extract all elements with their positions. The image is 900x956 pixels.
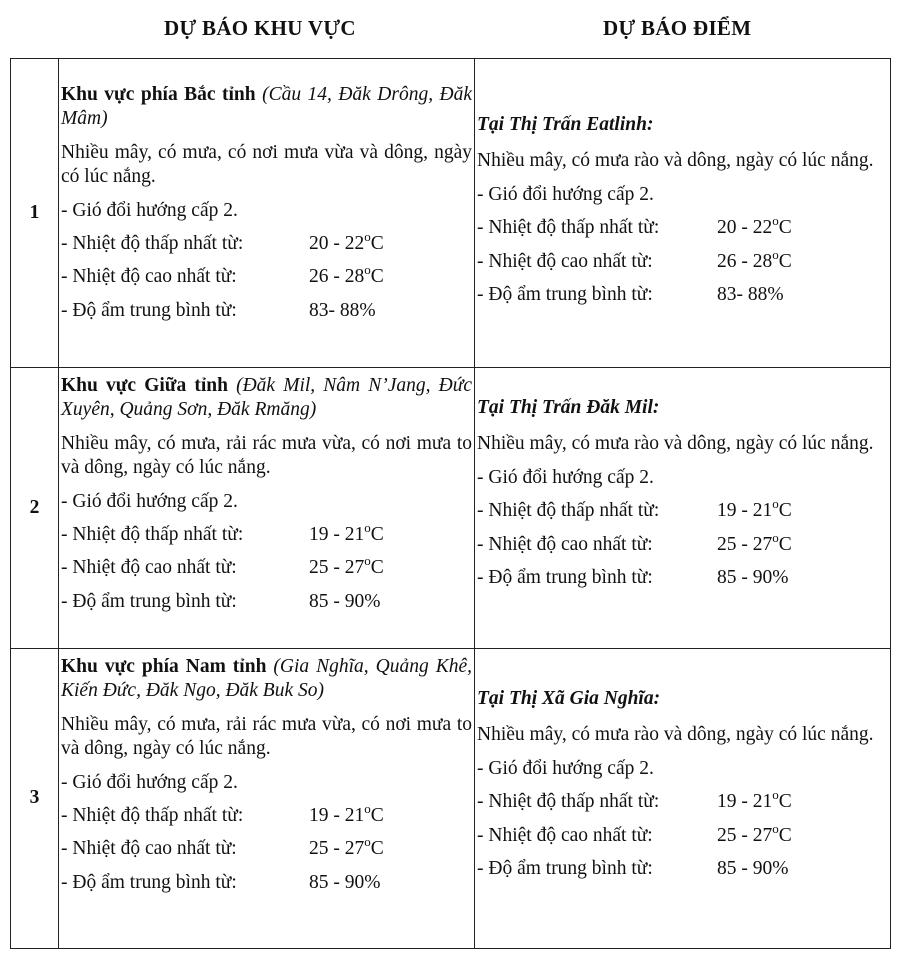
degree-sign: o bbox=[772, 820, 779, 836]
area-temp-max-value-2: 25 - 27 bbox=[309, 557, 365, 579]
area-name-2: Khu vực Giữa tỉnh bbox=[61, 375, 228, 396]
area-humidity-value-3: 85 - 90% bbox=[309, 871, 381, 893]
area-forecast-cell-1 bbox=[59, 59, 475, 368]
degree-sign: o bbox=[364, 800, 371, 816]
area-temp-min-3 bbox=[61, 800, 472, 828]
area-localities-3: (Gia Nghĩa, Quảng Khê, Kiến Đức, Đăk Ngo, Đăk Buk So) bbox=[61, 656, 473, 702]
celsius-unit: C bbox=[370, 838, 384, 860]
area-wind-3: - Gió đổi hướng cấp 2. bbox=[61, 771, 238, 793]
area-description-1: Nhiều mây, có mưa, có nơi mưa vừa và dông, ngày có lúc nắng. bbox=[61, 141, 472, 188]
area-humidity-label-1: - Độ ẩm trung bình từ: bbox=[61, 299, 237, 321]
point-wind-2: - Gió đổi hướng cấp 2. bbox=[477, 466, 654, 488]
point-temp-max-label-1: - Nhiệt độ cao nhất từ: bbox=[477, 250, 653, 272]
point-humidity-value-2: 85 - 90% bbox=[717, 566, 789, 588]
point-temp-min-3 bbox=[477, 787, 888, 814]
celsius-unit: C bbox=[778, 791, 792, 813]
celsius-unit: C bbox=[778, 533, 792, 555]
area-temp-max-value-3: 25 - 27 bbox=[309, 838, 365, 860]
point-name-1: Tại Thị Trấn Eatlinh: bbox=[477, 114, 654, 135]
area-temp-min-value-2: 19 - 21 bbox=[309, 523, 365, 545]
forecast-table bbox=[10, 58, 891, 949]
area-wind-2: - Gió đổi hướng cấp 2. bbox=[61, 490, 238, 512]
area-temp-max-value-1: 26 - 28 bbox=[309, 266, 365, 288]
point-description-2: Nhiều mây, có mưa rào và dông, ngày có lúc nắng. bbox=[477, 433, 874, 455]
area-temp-max-2 bbox=[61, 553, 472, 580]
area-temp-min-value-1: 20 - 22 bbox=[309, 232, 365, 254]
point-humidity-1 bbox=[477, 283, 888, 307]
degree-sign: o bbox=[772, 496, 779, 512]
point-temp-max-value-1: 26 - 28 bbox=[717, 250, 773, 272]
point-temp-min-2 bbox=[477, 496, 888, 523]
celsius-unit: C bbox=[370, 557, 384, 579]
point-temp-min-label-1: - Nhiệt độ thấp nhất từ: bbox=[477, 217, 660, 239]
degree-sign: o bbox=[772, 529, 779, 545]
celsius-unit: C bbox=[370, 804, 384, 826]
area-temp-max-3 bbox=[61, 834, 472, 861]
forecast-row-1 bbox=[11, 59, 891, 368]
area-humidity-value-2: 85 - 90% bbox=[309, 590, 381, 612]
degree-sign: o bbox=[772, 213, 779, 229]
area-title-1 bbox=[61, 83, 472, 132]
area-temp-min-label-1: - Nhiệt độ thấp nhất từ: bbox=[61, 232, 244, 254]
point-humidity-value-3: 85 - 90% bbox=[717, 857, 789, 879]
celsius-unit: C bbox=[778, 500, 792, 522]
point-temp-max-2 bbox=[477, 529, 888, 557]
area-forecast-cell-3 bbox=[59, 649, 475, 949]
point-humidity-label-2: - Độ ẩm trung bình từ: bbox=[477, 566, 653, 588]
area-humidity-1 bbox=[61, 299, 472, 323]
area-temp-max-label-3: - Nhiệt độ cao nhất từ: bbox=[61, 838, 237, 860]
point-temp-min-1 bbox=[477, 213, 888, 240]
point-humidity-2 bbox=[477, 566, 888, 590]
point-wind-3: - Gió đổi hướng cấp 2. bbox=[477, 757, 654, 779]
area-temp-max-label-2: - Nhiệt độ cao nhất từ: bbox=[61, 557, 237, 579]
celsius-unit: C bbox=[778, 217, 792, 239]
degree-sign: o bbox=[772, 246, 779, 262]
header-point-forecast: DỰ BÁO ĐIỂM bbox=[603, 16, 752, 40]
row-number-1: 1 bbox=[11, 59, 59, 368]
forecast-row-3 bbox=[11, 649, 891, 949]
celsius-unit: C bbox=[370, 266, 384, 288]
degree-sign: o bbox=[772, 787, 779, 803]
area-humidity-label-2: - Độ ẩm trung bình từ: bbox=[61, 590, 237, 612]
point-humidity-3 bbox=[477, 857, 888, 881]
degree-sign: o bbox=[364, 553, 371, 569]
point-humidity-label-1: - Độ ẩm trung bình từ: bbox=[477, 283, 653, 305]
degree-sign: o bbox=[364, 228, 371, 244]
area-name-1: Khu vực phía Bắc tỉnh bbox=[61, 84, 256, 105]
point-temp-min-value-2: 19 - 21 bbox=[717, 500, 773, 522]
point-temp-max-3 bbox=[477, 820, 888, 848]
area-temp-min-value-3: 19 - 21 bbox=[309, 804, 365, 826]
degree-sign: o bbox=[364, 834, 371, 850]
area-temp-max-label-1: - Nhiệt độ cao nhất từ: bbox=[61, 266, 237, 288]
area-forecast-cell-2 bbox=[59, 368, 475, 649]
point-temp-min-label-3: - Nhiệt độ thấp nhất từ: bbox=[477, 791, 660, 813]
point-temp-min-label-2: - Nhiệt độ thấp nhất từ: bbox=[477, 500, 660, 522]
area-title-2 bbox=[61, 374, 472, 423]
celsius-unit: C bbox=[778, 824, 792, 846]
point-temp-max-value-3: 25 - 27 bbox=[717, 824, 773, 846]
area-humidity-2 bbox=[61, 590, 472, 614]
forecast-row-2 bbox=[11, 368, 891, 649]
point-wind-1: - Gió đổi hướng cấp 2. bbox=[477, 183, 654, 205]
area-localities-2: (Đăk Mil, Nâm N’Jang, Đức Xuyên, Quảng Sơn, Đăk Rmăng) bbox=[61, 375, 472, 421]
point-temp-min-value-1: 20 - 22 bbox=[717, 217, 773, 239]
degree-sign: o bbox=[364, 519, 371, 535]
area-localities-1: (Cầu 14, Đăk Drông, Đăk Mâm) bbox=[61, 84, 473, 130]
point-humidity-value-1: 83- 88% bbox=[717, 283, 784, 305]
area-humidity-value-1: 83- 88% bbox=[309, 299, 376, 321]
area-humidity-label-3: - Độ ẩm trung bình từ: bbox=[61, 871, 237, 893]
area-temp-min-label-3: - Nhiệt độ thấp nhất từ: bbox=[61, 804, 244, 826]
point-name-2: Tại Thị Trấn Đăk Mil: bbox=[477, 397, 660, 418]
area-description-3: Nhiều mây, có mưa, rải rác mưa vừa, có nơi mưa to và dông, ngày có lúc nắng. bbox=[61, 713, 472, 760]
area-wind-1: - Gió đổi hướng cấp 2. bbox=[61, 199, 238, 221]
row-number-3: 3 bbox=[11, 649, 59, 949]
point-forecast-cell-2 bbox=[475, 368, 891, 649]
point-forecast-cell-3 bbox=[475, 649, 891, 949]
degree-sign: o bbox=[364, 262, 371, 278]
point-temp-max-label-2: - Nhiệt độ cao nhất từ: bbox=[477, 533, 653, 555]
point-temp-max-1 bbox=[477, 246, 888, 274]
area-name-3: Khu vực phía Nam tỉnh bbox=[61, 656, 267, 677]
point-temp-min-value-3: 19 - 21 bbox=[717, 791, 773, 813]
point-humidity-label-3: - Độ ẩm trung bình từ: bbox=[477, 857, 653, 879]
point-temp-max-value-2: 25 - 27 bbox=[717, 533, 773, 555]
celsius-unit: C bbox=[778, 250, 792, 272]
point-temp-max-label-3: - Nhiệt độ cao nhất từ: bbox=[477, 824, 653, 846]
area-temp-min-2 bbox=[61, 519, 472, 547]
point-description-3: Nhiều mây, có mưa rào và dông, ngày có lúc nắng. bbox=[477, 724, 874, 746]
forecast-table-body bbox=[11, 59, 891, 949]
area-description-2: Nhiều mây, có mưa, rải rác mưa vừa, có nơi mưa to và dông, ngày có lúc nắng. bbox=[61, 432, 472, 479]
celsius-unit: C bbox=[370, 523, 384, 545]
area-title-3 bbox=[61, 655, 472, 704]
celsius-unit: C bbox=[370, 232, 384, 254]
area-temp-min-label-2: - Nhiệt độ thấp nhất từ: bbox=[61, 523, 244, 545]
point-name-3: Tại Thị Xã Gia Nghĩa: bbox=[477, 688, 661, 709]
area-humidity-3 bbox=[61, 871, 472, 895]
point-description-1: Nhiều mây, có mưa rào và dông, ngày có lúc nắng. bbox=[477, 150, 874, 172]
area-temp-min-1 bbox=[61, 228, 472, 256]
area-temp-max-1 bbox=[61, 262, 472, 289]
header-area-forecast: DỰ BÁO KHU VỰC bbox=[164, 16, 356, 40]
point-forecast-cell-1 bbox=[475, 59, 891, 368]
row-number-2: 2 bbox=[11, 368, 59, 649]
